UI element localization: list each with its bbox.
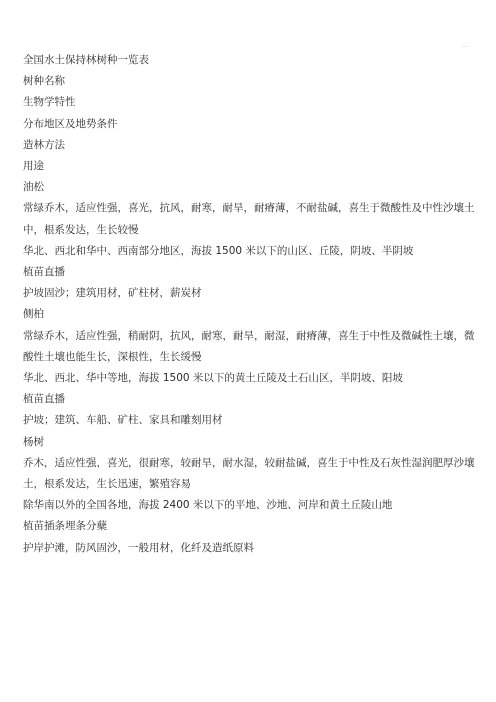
corner-mark: .. — [463, 42, 469, 49]
species-usage: 护坡固沙；建筑用材，矿柱材，薪炭材 — [23, 287, 202, 300]
species-usage: 护坡；建筑、车船、矿柱、家具和雕刻用材 — [23, 414, 223, 427]
species-distribution: 华北、西北和华中、西南部分地区，海拔 1500 米以下的山区、丘陵，阴坡、半阴坡 — [23, 244, 414, 257]
header-biological-traits: 生物学特性 — [23, 96, 76, 109]
species-traits: 常绿乔木，适应性强，喜光，抗风，耐寒，耐旱，耐瘠薄，不耐盐碱，喜生于微酸性及中性沙壤土中，根系发达，生长较慢 — [23, 202, 475, 236]
header-usage: 用途 — [23, 160, 44, 173]
species-traits: 常绿乔木，适应性强，稍耐阴，抗风，耐寒，耐旱，耐湿，耐瘠薄，喜生于中性及微碱性土壤，微酸性土壤也能生长，深根性，生长缓慢 — [23, 329, 475, 363]
header-species-name: 树种名称 — [23, 75, 65, 88]
species-method: 植苗直播 — [23, 266, 65, 279]
species-method: 植苗直播 — [23, 393, 65, 406]
species-name: 杨树 — [23, 435, 44, 448]
species-name: 侧柏 — [23, 308, 44, 321]
species-distribution: 除华南以外的全国各地，海拔 2400 米以下的平地、沙地、河岸和黄土丘陵山地 — [23, 499, 393, 512]
species-method: 植苗插条埋条分蘖 — [23, 520, 107, 533]
species-name: 油松 — [23, 181, 44, 194]
species-distribution: 华北、西北、华中等地，海拔 1500 米以下的黄土丘陵及土石山区，半阴坡、阳坡 — [23, 372, 403, 385]
species-traits: 乔木，适应性强，喜光，很耐寒，较耐旱，耐水湿，较耐盐碱，喜生于中性及石灰性湿润肥厚沙壤土，根系发达，生长迅速，繁殖容易 — [23, 456, 475, 491]
document-body — [23, 50, 475, 559]
species-usage: 护岸护滩，防风固沙，一般用材，化纤及造纸原料 — [23, 541, 254, 554]
header-planting-method: 造林方法 — [23, 138, 65, 151]
header-distribution: 分布地区及地势条件 — [23, 117, 118, 130]
document-title: 全国水土保持林树种一览表 — [23, 54, 149, 66]
